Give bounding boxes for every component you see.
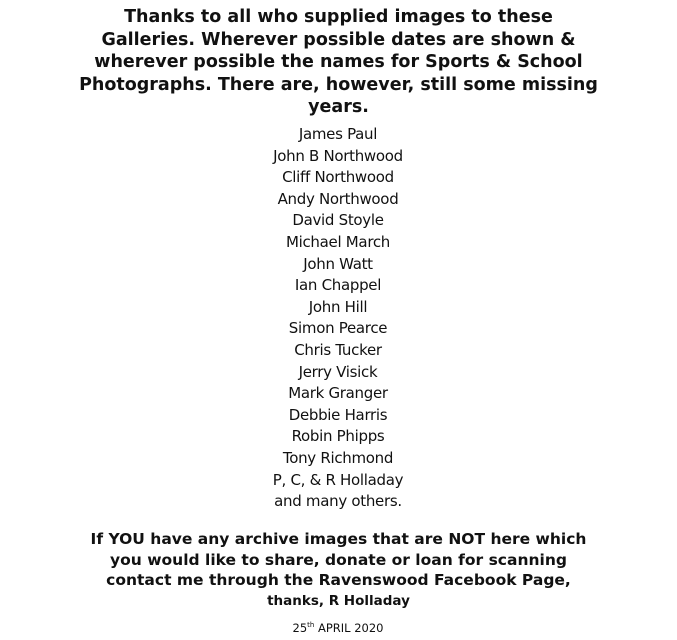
request-line-3: contact me through the Ravenswood Facebook Page, — [106, 571, 571, 589]
heading-line: years. — [308, 97, 369, 117]
request-line-2: you would like to share, donate or loan for scanning — [110, 550, 567, 569]
contributor-name: Debbie Harris — [288, 405, 388, 424]
contributor-name: John Watt — [303, 254, 373, 273]
contributor-name: Cliff Northwood — [282, 168, 394, 187]
contributor-name: Mark Granger — [288, 384, 388, 403]
contributor-name: Robin Phipps — [291, 427, 385, 446]
contributor-name: Tony Richmond — [282, 448, 394, 467]
request-emphasis: NOT — [448, 530, 486, 548]
heading-line: Galleries. Wherever possible dates are shown & — [101, 29, 576, 50]
date-month-year: APRIL 2020 — [314, 621, 384, 635]
request-line-1 — [60, 529, 617, 550]
heading-line: Photographs. There are, however, still some missing — [79, 74, 598, 95]
contributor-name: John B Northwood — [273, 146, 403, 165]
contributor-name: James Paul — [298, 125, 378, 143]
signoff: thanks, R Holladay — [267, 592, 410, 609]
contributor-name: John Hill — [308, 297, 368, 316]
contributor-name: Jerry Visick — [298, 362, 378, 381]
contributor-name: David Stoyle — [292, 211, 384, 230]
date-stamp — [238, 620, 438, 636]
request-text: here which — [485, 530, 587, 548]
contributor-name: Chris Tucker — [294, 340, 382, 359]
contributor-name: Michael March — [285, 232, 391, 251]
contributor-name: P, C, & R Holladay — [272, 470, 404, 489]
contributor-name: Ian Chappel — [294, 276, 382, 295]
request-text: If YOU have any archive images that are — [90, 530, 449, 548]
date-suffix: th — [307, 621, 315, 630]
date-day: 25 — [292, 621, 308, 635]
contributor-name: Andy Northwood — [277, 189, 399, 208]
contributor-list — [188, 124, 488, 513]
contributor-name: Simon Pearce — [288, 319, 388, 338]
heading-line: Thanks to all who supplied images to these — [124, 7, 553, 27]
thanks-heading — [60, 6, 617, 119]
heading-line: wherever possible the names for Sports & School — [94, 52, 583, 72]
archive-request — [60, 529, 617, 611]
contributor-name: and many others. — [274, 492, 402, 511]
